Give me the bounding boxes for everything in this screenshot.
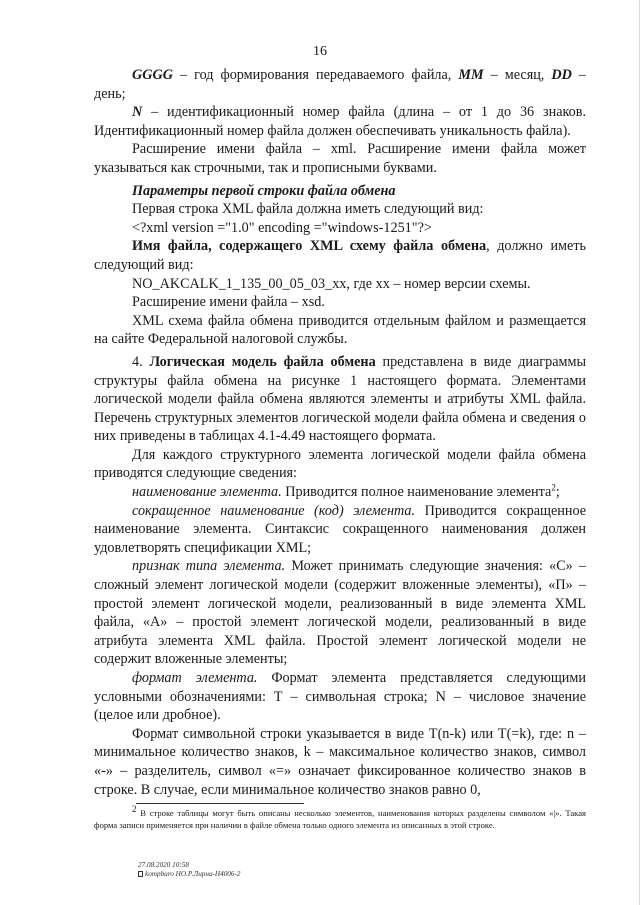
footnote-divider bbox=[136, 803, 304, 804]
paragraph-element-name: наименование элемента. Приводится полное наименование элемента$^2$; bbox=[132, 482, 560, 501]
paragraph-element-type: признак типа элемента. Может принимать следующие значения: «С» – сложный элемент логической модели (содержит вложенные элементы), «П» – простой элемент логической модели, реализованный в виде элемента XML файла, «А» – простой элемент логической модели, реализованный в виде атрибута элемента XML файла. Простой элемент логической модели не содержит вложенные элементы; bbox=[94, 558, 586, 668]
page-number: 16 bbox=[313, 44, 327, 59]
stamp-date: 27.08.2020 10:58 bbox=[138, 861, 189, 869]
schema-filename: NO_AKCALK_1_135_00_05_03_xx, где хх – номер версии схемы. bbox=[132, 275, 531, 292]
document-icon bbox=[138, 871, 143, 877]
xml-declaration: <?xml version ="1.0" encoding ="windows-1251"?> bbox=[132, 219, 432, 236]
paragraph-schema-location: XML схема файла обмена приводится отдельным файлом и размещается на сайте Федеральной налоговой службы. bbox=[94, 312, 586, 348]
paragraph-xsd-extension: Расширение имени файла – xsd. bbox=[132, 294, 325, 311]
section-heading-first-line: Параметры первой строки файла обмена bbox=[132, 182, 396, 199]
paragraph-string-format: Формат символьной строки указывается в виде Т(n-k) или Т(=k), где: n – минимальное количество знаков, k – максимальное количество знаков, символ «-» – разделитель, символ «=» означает фиксированное количество знаков в строке. В случае, если минимальное количество знаков равно 0, bbox=[94, 725, 586, 798]
paragraph-extension: Расширение имени файла – xml. Расширение имени файла может указываться как строчными, так и прописными буквами. bbox=[94, 141, 586, 176]
paragraph-element-format: формат элемента. Формат элемента представляется следующими условными обозначениями: Т – символьная строка; N – числовое значение (целое или дробное). bbox=[94, 670, 586, 724]
body-text bbox=[94, 66, 586, 799]
stamp-path: kompburo НО.Р.Лирна-Н4006-2 bbox=[145, 870, 241, 878]
footnote-text: В строке таблицы могут быть описаны несколько элементов, наименования которых разделены символом «|». Такая форма записи применяется при наличии в файле обмена только одного элемента из описанных в этой строке. bbox=[94, 808, 586, 830]
paragraph-element-code: сокращенное наименование (код) элемента. Приводится сокращенное наименование элемента. Синтаксис сокращенного наименования должен удовлетворять спецификации XML; bbox=[94, 502, 587, 556]
footnote-ref: 2 bbox=[551, 482, 556, 493]
paragraph-schema-name: Имя файла, содержащего XML схему файла обмена, должно иметь следующий вид: bbox=[94, 238, 586, 273]
paragraph-file-id: N – идентификационный номер файла (длина – от 1 до 36 знаков. Идентификационный номер файла должен обеспечивать уникальность файла). bbox=[94, 104, 586, 139]
paragraph-date-parts: GGGG – год формирования передаваемого файла, MM – месяц, DD – день; bbox=[94, 67, 587, 102]
print-stamp bbox=[138, 861, 240, 879]
paragraph-first-line: Первая строка XML файла должна иметь следующий вид: bbox=[132, 201, 484, 218]
paragraph-logical-model: 4. Логическая модель файла обмена представлена в виде диаграммы структуры файла обмена на рисунке 1 настоящего формата. Элементами логической модели файла обмена являются элементы и атрибуты XML файла. Перечень структурных элементов логической модели файла обмена и сведения о них приведены в таблицах 4.1-4.49 настоящего формата. bbox=[94, 353, 587, 445]
footnote bbox=[94, 804, 586, 831]
footnote-number: 2 bbox=[132, 804, 137, 815]
paragraph-element-info: Для каждого структурного элемента логической модели файла обмена приводятся следующие сведения: bbox=[94, 446, 586, 482]
